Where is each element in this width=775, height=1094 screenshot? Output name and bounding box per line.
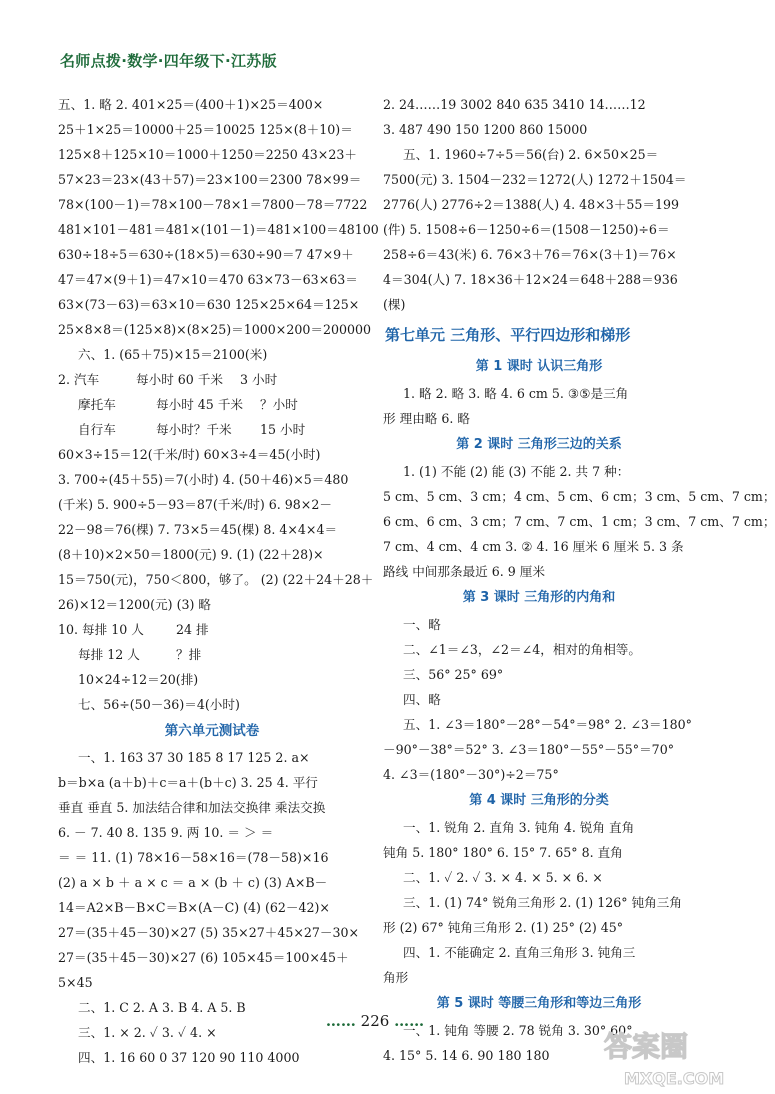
- page-number: 226: [360, 1012, 390, 1030]
- answer-line: 三、56° 25° 69°: [403, 667, 504, 682]
- answer-line: (8＋10)×2×50＝1800(元) 9. (1) (22＋28)×: [58, 547, 324, 562]
- answer-line: (棵): [383, 297, 406, 312]
- answer-line: 二、1. ✓ 2. ✓ 3. × 4. × 5. × 6. ×: [403, 870, 603, 885]
- lesson-title: 第 2 课时 三角形三边的关系: [456, 437, 622, 452]
- footer-dots-left: ……: [325, 1012, 356, 1030]
- answer-line: 1. (1) 不能 (2) 能 (3) 不能 2. 共 7 种：: [403, 464, 630, 479]
- table-cell: 每排 12 人: [78, 647, 140, 662]
- watermark-text: 答案圈: [604, 1030, 689, 1063]
- answer-line: 五、1. 略 2. 401×25＝(400＋1)×25＝400×: [58, 97, 324, 112]
- answer-line: 6 cm、6 cm、3 cm；7 cm、7 cm、1 cm；3 cm、7 cm、7 cm；: [383, 514, 775, 529]
- answer-line: 14＝A2×B－B×C＝B×(A－C) (4) (62－42)×: [58, 900, 330, 915]
- lesson-title: 第 5 课时 等腰三角形和等边三角形: [436, 996, 642, 1011]
- answer-line: 二、∠1＝∠3，∠2＝∠4，相对的角相等。: [403, 642, 641, 657]
- answer-line: 4. 15° 5. 14 6. 90 180 180: [383, 1048, 550, 1063]
- answer-line: 25×8×8＝(125×8)×(8×25)＝1000×200＝200000: [58, 322, 372, 337]
- answer-line: 4＝304(人) 7. 18×36＋12×24＝648＋288＝936: [383, 272, 678, 287]
- answer-line: 6. － 7. 40 8. 135 9. 两 10. ＝ ＞ ＝: [58, 825, 274, 840]
- table-cell: 10. 每排 10 人: [58, 622, 144, 637]
- right-column: [383, 92, 775, 1068]
- lesson-title: 第 4 课时 三角形的分类: [469, 793, 609, 808]
- answer-line: 一、1. 163 37 30 185 8 17 125 2. a×: [78, 750, 310, 765]
- answer-line: 22－98＝76(棵) 7. 73×5＝45(棵) 8. 4×4×4＝: [58, 522, 338, 537]
- answer-line: 三、1. × 2. ✓ 3. ✓ 4. ×: [78, 1025, 217, 1040]
- answer-line: 630÷18÷5＝630÷(18×5)＝630÷90＝7 47×9＋: [58, 247, 354, 262]
- table-cell: 自行车: [78, 422, 116, 437]
- unit-title: 第七单元 三角形、平行四边形和梯形: [385, 326, 631, 344]
- answer-line: 路线 中间那条最近 6. 9 厘米: [383, 564, 545, 579]
- answer-line: 258÷6＝43(米) 6. 76×3＋76＝76×(3＋1)＝76×: [383, 247, 677, 262]
- table-cell: ？排: [176, 647, 202, 662]
- answer-line: 四、略: [403, 692, 441, 707]
- answer-line: ＝ ＝ 11. (1) 78×16－58×16＝(78－58)×16: [58, 850, 329, 865]
- answer-line: 五、1. ∠3＝180°－28°－54°＝98° 2. ∠3＝180°: [403, 717, 692, 732]
- table-cell: 每小时？千米: [156, 422, 232, 437]
- answer-line: 10×24÷12＝20(排): [78, 672, 199, 687]
- answer-line: 角形: [383, 970, 409, 985]
- answer-line: 60×3÷15＝12(千米/时) 60×3÷4＝45(小时): [58, 447, 321, 462]
- table-cell: 摩托车: [78, 397, 116, 412]
- answer-line: 7500(元) 3. 1504－232＝1272(人) 1272＋1504＝: [383, 172, 687, 187]
- answer-line: 481×101－481＝481×(101－1)＝481×100＝48100: [58, 222, 379, 237]
- answer-line: 形 理由略 6. 略: [383, 411, 470, 426]
- answer-table-row: [58, 642, 366, 667]
- table-cell: 2. 汽车: [58, 372, 100, 387]
- answer-line: 一、1. 锐角 2. 直角 3. 钝角 4. 锐角 直角: [403, 820, 635, 835]
- answer-line: 一、略: [403, 617, 441, 632]
- answer-line: 27＝(35＋45－30)×27 (6) 105×45＝100×45＋: [58, 950, 349, 965]
- answer-line: 125×8＋125×10＝1000＋1250＝2250 43×23＋: [58, 147, 357, 162]
- answer-line: 27＝(35＋45－30)×27 (5) 35×27＋45×27－30×: [58, 925, 360, 940]
- table-cell: 15 小时: [260, 422, 306, 437]
- lesson-title: 第 1 课时 认识三角形: [475, 359, 603, 374]
- answer-line: (千米) 5. 900÷5－93＝87(千米/时) 6. 98×2－: [58, 497, 332, 512]
- answer-line: 六、1. (65＋75)×15＝2100(米): [78, 347, 268, 362]
- answer-line: 形 (2) 67° 钝角三角形 2. (1) 25° (2) 45°: [383, 920, 624, 935]
- answer-line: 2. 24……19 3002 840 635 3410 14……12: [383, 97, 646, 112]
- answer-line: 63×(73－63)＝63×10＝630 125×25×64＝125×: [58, 297, 360, 312]
- answer-line: 七、56÷(50－36)＝4(小时): [78, 697, 240, 712]
- answer-line: 3. 700÷(45＋55)＝7(小时) 4. (50＋46)×5＝480: [58, 472, 349, 487]
- answer-line: 5 cm、5 cm、3 cm；4 cm、5 cm、6 cm；3 cm、5 cm、7 cm；: [383, 489, 775, 504]
- answer-line: 垂直 垂直 5. 加法结合律和加法交换律 乘法交换: [58, 800, 326, 815]
- answer-line: 四、1. 不能确定 2. 直角三角形 3. 钝角三: [403, 945, 636, 960]
- footer-dots-right: ……: [394, 1012, 425, 1030]
- answer-line: 7 cm、4 cm、4 cm 3. ② 4. 16 厘米 6 厘米 5. 3 条: [383, 539, 684, 554]
- answer-line: 一、1. 钝角 等腰 2. 78 锐角 3. 30° 60°: [403, 1023, 633, 1038]
- answer-line: 25＋1×25＝10000＋25＝10025 125×(8＋10)＝: [58, 122, 353, 137]
- answer-line: 五、1. 1960÷7÷5＝56(台) 2. 6×50×25＝: [403, 147, 659, 162]
- answer-table-row: [58, 367, 366, 392]
- answer-line: 15＝750(元)，750＜800，够了。 (2) (22＋24＋28＋: [58, 572, 374, 587]
- book-header: 名师点拨·数学·四年级下·江苏版: [60, 52, 277, 70]
- table-cell: 3 小时: [240, 372, 278, 387]
- answer-line: 钝角 5. 180° 180° 6. 15° 7. 65° 8. 直角: [383, 845, 623, 860]
- table-cell: 每小时 60 千米: [136, 372, 224, 387]
- answer-table-row: [58, 617, 366, 642]
- answer-line: 2776(人) 2776÷2＝1388(人) 4. 48×3＋55＝199: [383, 197, 680, 212]
- answer-line: (2) a × b ＋ a × c ＝ a × (b ＋ c) (3) A×B－: [58, 875, 328, 890]
- watermark-logo: [596, 1022, 746, 1090]
- answer-line: 47＝47×(9＋1)＝47×10＝470 63×73－63×63＝: [58, 272, 358, 287]
- answer-line: 57×23＝23×(43＋57)＝23×100＝2300 78×99＝: [58, 172, 362, 187]
- answer-line: 5×45: [58, 975, 93, 990]
- table-cell: ？小时: [260, 397, 298, 412]
- answer-line: 4. ∠3＝(180°－30°)÷2＝75°: [383, 767, 559, 782]
- answer-line: b＝b×a (a＋b)＋c＝a＋(b＋c) 3. 25 4. 平行: [58, 775, 318, 790]
- answer-line: 3. 487 490 150 1200 860 15000: [383, 122, 588, 137]
- section-title: 第六单元测试卷: [164, 723, 260, 739]
- answer-line: －90°－38°＝52° 3. ∠3＝180°－55°－55°＝70°: [383, 742, 675, 757]
- watermark-domain: MXQE.COM: [624, 1069, 725, 1088]
- answer-table-row: [58, 417, 366, 442]
- answer-table-row: [58, 392, 366, 417]
- table-cell: 24 排: [176, 622, 209, 637]
- answer-line: 78×(100－1)＝78×100－78×1＝7800－78＝7722: [58, 197, 368, 212]
- lesson-title: 第 3 课时 三角形的内角和: [462, 590, 616, 605]
- answer-line: (件) 5. 1508÷6－1250÷6＝(1508－1250)÷6＝: [383, 222, 670, 237]
- answer-line: 三、1. (1) 74° 锐角三角形 2. (1) 126° 钝角三角: [403, 895, 682, 910]
- answer-line: 四、1. 16 60 0 37 120 90 110 4000: [78, 1050, 300, 1065]
- table-cell: 每小时 45 千米: [156, 397, 244, 412]
- answer-line: 26)×12＝1200(元) (3) 略: [58, 597, 212, 612]
- answer-line: 二、1. C 2. A 3. B 4. A 5. B: [78, 1000, 246, 1015]
- answer-line: 1. 略 2. 略 3. 略 4. 6 cm 5. ③⑤是三角: [403, 386, 629, 401]
